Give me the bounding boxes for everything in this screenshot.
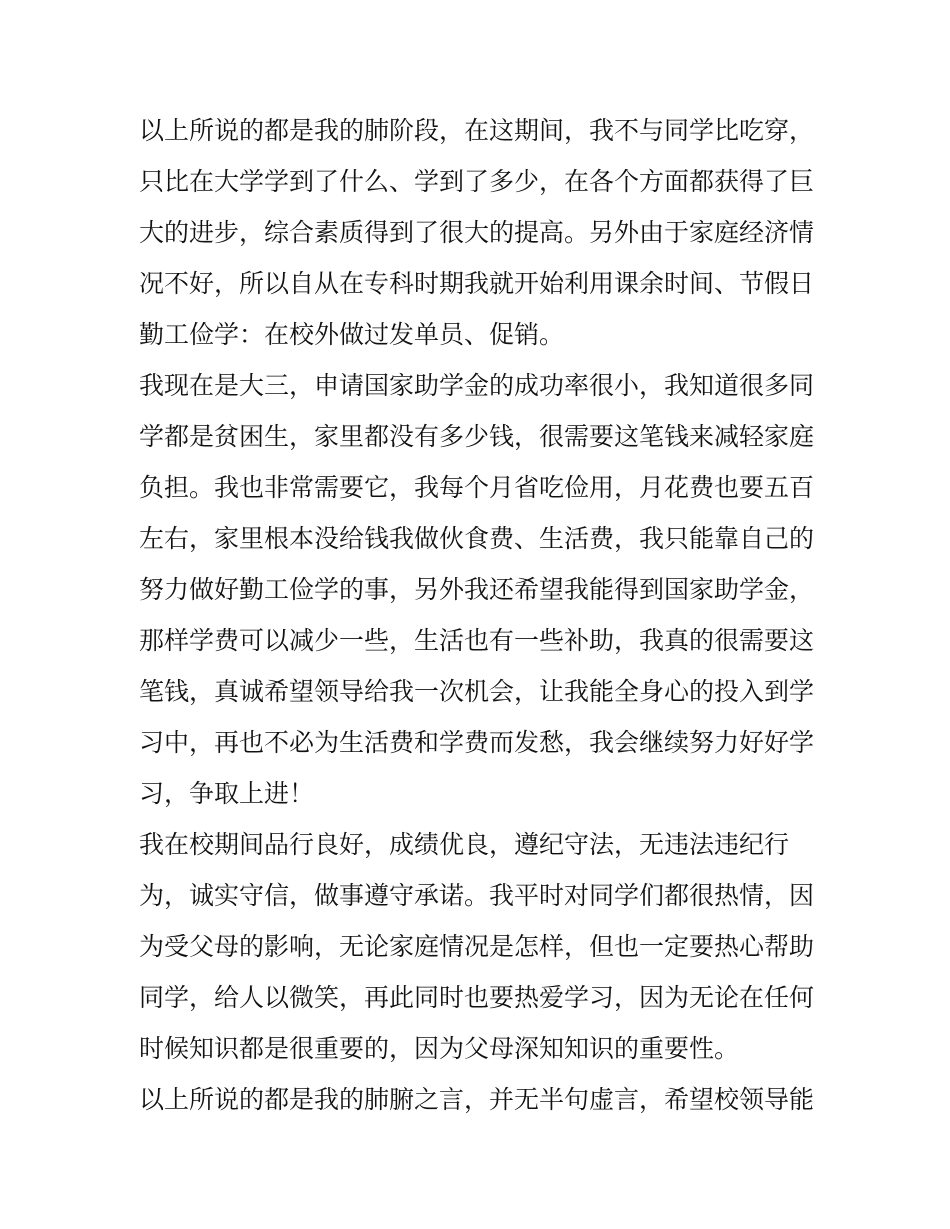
text-line: 况不好，所以自从在专科时期我就开始利用课余时间、节假日: [139, 269, 815, 298]
text-line: 我在校期间品行良好，成绩优良，遵纪守法，无违法违纪行: [139, 830, 790, 859]
text-line: 只比在大学学到了什么、学到了多少，在各个方面都获得了巨: [139, 167, 815, 196]
document-body: [139, 105, 819, 1125]
text-line: 努力做好勤工俭学的事，另外我还希望我能得到国家助学金，: [139, 575, 815, 604]
text-line: 为，诚实守信，做事遵守承诺。我平时对同学们都很热情，因: [139, 881, 815, 910]
text-line: 左右，家里根本没给钱我做伙食费、生活费，我只能靠自己的: [139, 524, 815, 553]
text-line: 为受父母的影响，无论家庭情况是怎样，但也一定要热心帮助: [139, 932, 815, 961]
text-line: 那样学费可以减少一些，生活也有一些补助，我真的很需要这: [139, 626, 815, 655]
text-line: 勤工俭学：在校外做过发单员、促销。: [139, 320, 565, 349]
text-line: 我现在是大三，申请国家助学金的成功率很小，我知道很多同: [139, 371, 815, 400]
text-line: 学都是贫困生，家里都没有多少钱，很需要这笔钱来减轻家庭: [139, 422, 815, 451]
text-line: 时候知识都是很重要的，因为父母深知知识的重要性。: [139, 1034, 740, 1063]
text-line: 笔钱，真诚希望领导给我一次机会，让我能全身心的投入到学: [139, 677, 815, 706]
text-line: 同学，给人以微笑，再此同时也要热爱学习，因为无论在任何: [139, 983, 815, 1012]
text-line: 以上所说的都是我的肺阶段，在这期间，我不与同学比吃穿，: [139, 116, 815, 145]
text-line: 负担。我也非常需要它，我每个月省吃俭用，月花费也要五百: [139, 473, 815, 502]
text-line: 习中，再也不必为生活费和学费而发愁，我会继续努力好好学: [139, 728, 815, 757]
text-line: 以上所说的都是我的肺腑之言，并无半句虚言，希望校领导能: [139, 1085, 815, 1114]
text-line: 习，争取上进！: [139, 779, 315, 808]
text-line: 大的进步，综合素质得到了很大的提高。另外由于家庭经济情: [139, 218, 815, 247]
